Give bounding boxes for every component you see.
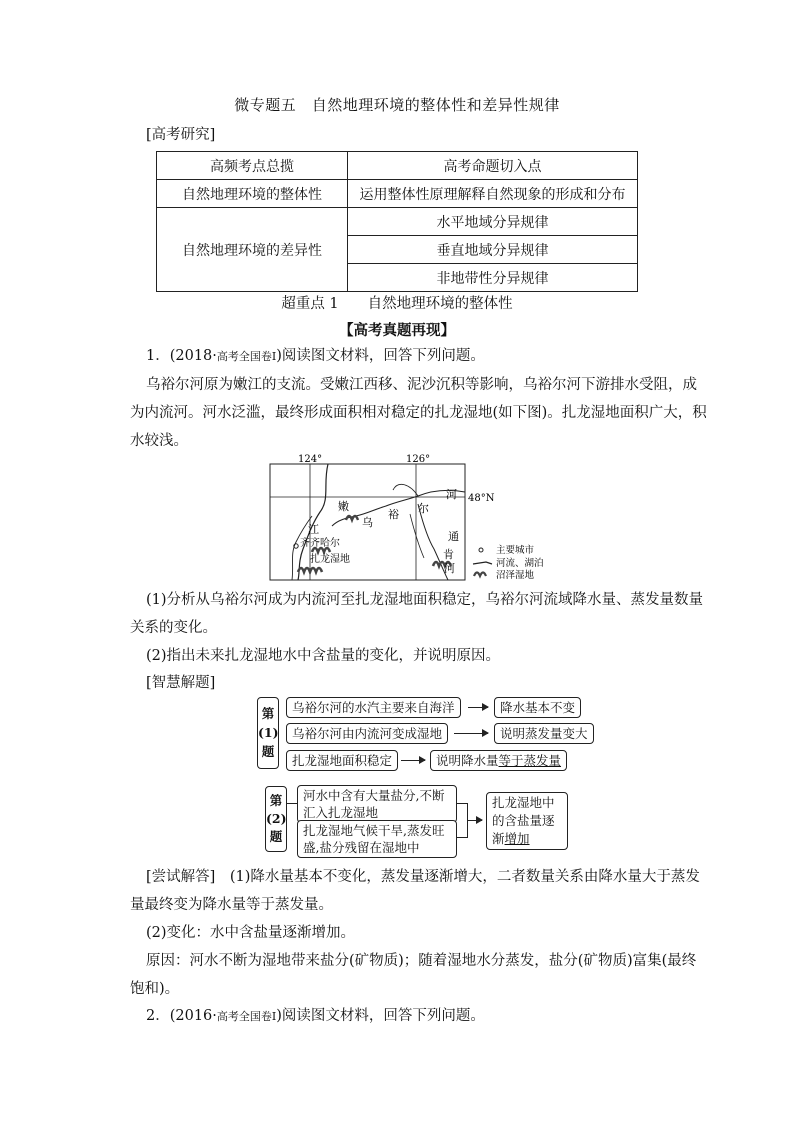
flow-arrow — [401, 760, 425, 761]
page-title: 微专题五 自然地理环境的整体性和差异性规律 — [234, 96, 560, 114]
legend-river-label: 河流、湖泊 — [496, 558, 544, 569]
flow-connector — [287, 803, 297, 804]
answer-line: 量最终变为降水量等于蒸发量。 — [130, 897, 333, 913]
table-cell: 垂直地域分异规律 — [348, 236, 638, 264]
map-label: 江 — [308, 523, 319, 536]
question-2-stem: 2．(2016·高考全国卷Ⅰ)阅读图文材料，回答下列问题。 — [146, 1008, 485, 1024]
legend-marsh-label: 沼泽湿地 — [496, 570, 535, 581]
legend-city-label: 主要城市 — [496, 545, 535, 556]
map-label: 乌 — [362, 516, 373, 529]
sub-question-1: 关系的变化。 — [130, 620, 217, 636]
table-cell: 非地带性分异规律 — [348, 264, 638, 292]
map-label-city: 齐齐哈尔 — [300, 538, 340, 549]
q1-label-box: 第 (1) 题 — [257, 697, 279, 769]
table-row — [157, 152, 638, 180]
table-row — [157, 180, 638, 208]
material-line: 为内流河。河水泛滥，最终形成面积相对稳定的扎龙湿地(如下图)。扎龙湿地面积广大，积 — [130, 405, 707, 421]
map-label: 尔 — [418, 502, 429, 515]
map-label: 肯 — [443, 548, 454, 561]
sub-question-1: (1)分析从乌裕尔河成为内流河至扎龙湿地面积稳定，乌裕尔河流域降水量、蒸发量数量 — [146, 592, 704, 608]
flow-connector — [457, 837, 467, 838]
map-label: 裕 — [388, 508, 399, 521]
question-1-stem: 1．(2018·高考全国卷Ⅰ)阅读图文材料，回答下列问题。 — [146, 348, 485, 364]
flow-box: 说明降水量等于蒸发量 — [430, 750, 567, 771]
zhalong-map — [268, 454, 548, 584]
research-label: [高考研究] — [146, 127, 216, 143]
research-table — [156, 151, 638, 292]
flow-box: 河水中含有大量盐分,不断 汇入扎龙湿地 — [297, 785, 457, 823]
map-label-lat: 48°N — [468, 493, 495, 504]
answer-line: (2)变化：水中含盐量逐渐增加。 — [146, 925, 356, 941]
map-label: 河 — [444, 562, 455, 575]
flow-box: 乌裕尔河由内流河变成湿地 — [286, 723, 448, 744]
flow-box: 扎龙湿地气候干旱,蒸发旺 盛,盐分残留在湿地中 — [297, 820, 457, 858]
map-label: 河 — [446, 488, 457, 501]
flow-arrow — [468, 820, 482, 821]
table-cell: 自然地理环境的差异性 — [157, 208, 348, 292]
table-row — [157, 208, 638, 236]
map-label-wetland: 扎龙湿地 — [310, 554, 350, 565]
table-header-cell: 高考命题切入点 — [348, 152, 638, 180]
table-header-cell: 高频考点总揽 — [157, 152, 348, 180]
table-cell: 运用整体性原理解释自然现象的形成和分布 — [348, 180, 638, 208]
answer-line: 饱和)。 — [130, 981, 180, 997]
map-label-lon2: 126° — [406, 454, 431, 465]
flow-result-box: 扎龙湿地中 的含盐量逐 渐增加 — [486, 792, 568, 850]
answer-line: 原因：河水不断为湿地带来盐分(矿物质)；随着湿地水分蒸发，盐分(矿物质)富集(最终 — [146, 953, 697, 969]
map-label: 通 — [448, 530, 459, 543]
map-label: 嫩 — [338, 500, 349, 513]
q2-label-box: 第 (2) 题 — [265, 786, 287, 852]
flow-box: 扎龙湿地面积稳定 — [286, 750, 398, 771]
map-figure — [268, 454, 548, 584]
flow-box: 乌裕尔河的水汽主要来自海洋 — [286, 697, 461, 718]
legend-marsh-symbol — [474, 573, 486, 577]
flow-connector — [457, 803, 467, 804]
flow-arrow — [468, 707, 488, 708]
legend-river-symbol — [473, 562, 492, 564]
legend-city-symbol — [479, 548, 483, 552]
river-branch — [410, 514, 424, 558]
answer-label: [尝试解答] — [146, 869, 216, 885]
flow-box: 说明蒸发量变大 — [494, 723, 594, 744]
material-line: 水较浅。 — [130, 433, 188, 449]
map-label-lon1: 124° — [298, 454, 323, 465]
table-cell: 水平地域分异规律 — [348, 208, 638, 236]
answer-line: [尝试解答] (1)降水量基本不变化，蒸发量逐渐增大，二者数量关系由降水量大于蒸发 — [146, 869, 700, 885]
flow-arrow — [454, 733, 488, 734]
river-branch — [393, 484, 418, 496]
wisdom-label: [智慧解题] — [146, 675, 216, 691]
super-point-heading: 超重点 1 自然地理环境的整体性 — [281, 296, 513, 312]
flow-box: 降水基本不变 — [494, 697, 581, 718]
solution-flowchart — [257, 694, 588, 855]
material-line: 乌裕尔河原为嫩江的支流。受嫩江西移、泥沙沉积等影响，乌裕尔河下游排水受阻，成 — [146, 377, 697, 393]
section-heading: 【高考真题再现】 — [339, 322, 455, 339]
sub-question-2: (2)指出未来扎龙湿地水中含盐量的变化，并说明原因。 — [146, 648, 501, 664]
table-cell: 自然地理环境的整体性 — [157, 180, 348, 208]
